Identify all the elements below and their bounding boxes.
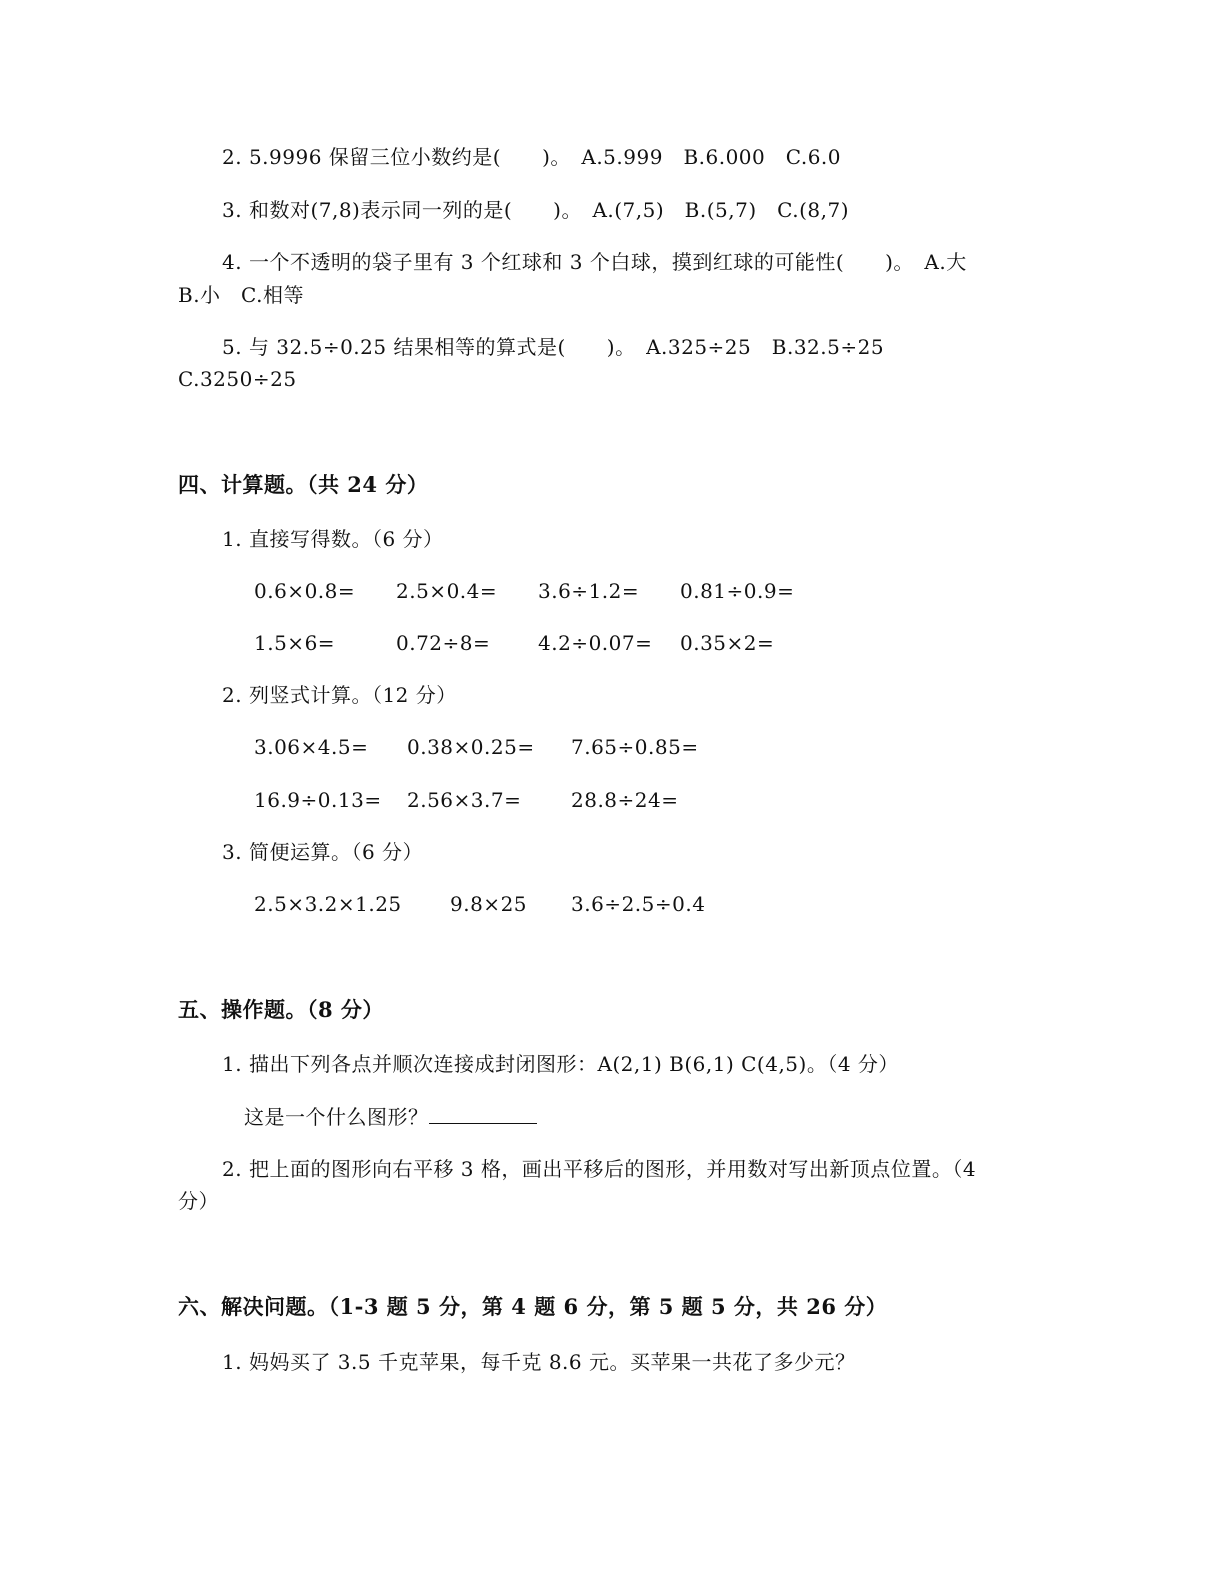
- choice-question-5-line1: 5. 与 32.5÷0.25 结果相等的算式是( )。 A.325÷25 B.32.5÷25: [222, 335, 885, 359]
- calc-item: 0.35×2=: [680, 631, 775, 655]
- calc-item: 28.8÷24=: [571, 788, 679, 812]
- section-5-question-1: 1. 描出下列各点并顺次连接成封闭图形：A(2,1) B(6,1) C(4,5)。（4 分）: [222, 1052, 899, 1076]
- choice-question-5-line2: C.3250÷25: [178, 367, 297, 391]
- section-5-question-1-follow: [244, 1105, 537, 1129]
- calc-item: 9.8×25: [450, 892, 528, 916]
- answer-blank[interactable]: [429, 1105, 537, 1124]
- choice-question-4-line1: 4. 一个不透明的袋子里有 3 个红球和 3 个白球，摸到红球的可能性( )。 A.大: [222, 250, 967, 274]
- calc-item: 16.9÷0.13=: [254, 788, 382, 812]
- section-5-title: 五、操作题。（8 分）: [178, 997, 384, 1022]
- calc-item: 2.56×3.7=: [407, 788, 522, 812]
- calc-item: 2.5×3.2×1.25: [254, 892, 402, 916]
- section-6-title: 六、解决问题。（1-3 题 5 分，第 4 题 6 分，第 5 题 5 分，共 26 分）: [178, 1294, 888, 1319]
- section-5-question-2-line1: 2. 把上面的图形向右平移 3 格，画出平移后的图形，并用数对写出新顶点位置。（4: [222, 1157, 977, 1181]
- section-4-sub1-title: 1. 直接写得数。（6 分）: [222, 527, 444, 551]
- calc-item: 3.06×4.5=: [254, 735, 369, 759]
- section-6-question-1: 1. 妈妈买了 3.5 千克苹果，每千克 8.6 元。买苹果一共花了多少元？: [222, 1350, 856, 1374]
- choice-question-3: 3. 和数对(7,8)表示同一列的是( )。 A.(7,5) B.(5,7) C.(8,7): [222, 198, 849, 222]
- calc-item: 0.72÷8=: [396, 631, 491, 655]
- follow-up-text: 这是一个什么图形？: [244, 1105, 429, 1129]
- choice-question-4-line2: B.小 C.相等: [178, 283, 305, 307]
- calc-item: 0.38×0.25=: [407, 735, 535, 759]
- choice-question-2: 2. 5.9996 保留三位小数约是( )。 A.5.999 B.6.000 C.6.0: [222, 145, 842, 169]
- calc-item: 0.6×0.8=: [254, 579, 356, 603]
- calc-item: 1.5×6=: [254, 631, 336, 655]
- section-4-sub2-title: 2. 列竖式计算。（12 分）: [222, 683, 457, 707]
- calc-item: 3.6÷2.5÷0.4: [571, 892, 706, 916]
- calc-item: 3.6÷1.2=: [538, 579, 640, 603]
- section-5-question-2-line2: 分）: [178, 1189, 219, 1213]
- calc-item: 2.5×0.4=: [396, 579, 498, 603]
- calc-item: 7.65÷0.85=: [571, 735, 699, 759]
- section-4-title: 四、计算题。（共 24 分）: [178, 472, 429, 497]
- calc-item: 4.2÷0.07=: [538, 631, 653, 655]
- calc-item: 0.81÷0.9=: [680, 579, 795, 603]
- section-4-sub3-title: 3. 简便运算。（6 分）: [222, 840, 424, 864]
